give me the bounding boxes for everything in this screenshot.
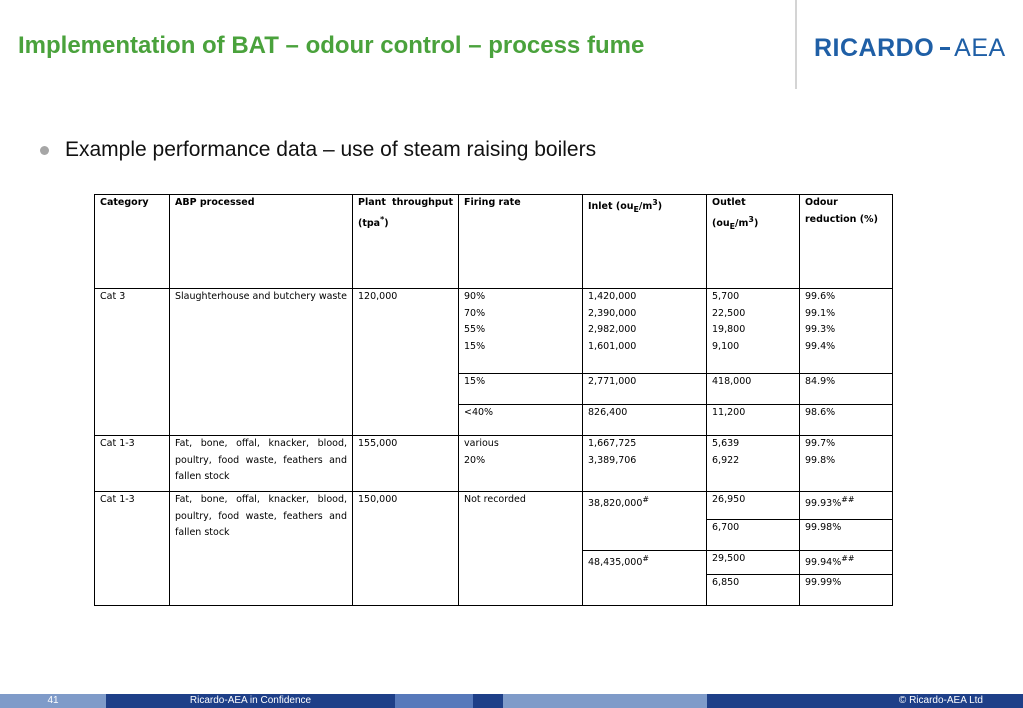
cell-inlet: 2,771,000 — [583, 374, 707, 405]
cell-outlet: 6,700 — [707, 520, 800, 551]
cell-throughput: 150,000 — [353, 492, 459, 606]
cell-outlet: 11,200 — [707, 405, 800, 436]
header-category: Category — [95, 195, 170, 289]
slide-title: Implementation of BAT – odour control – process fume — [18, 32, 645, 59]
cell-abp: Slaughterhouse and butchery waste — [170, 289, 353, 436]
header-odour-reduction: Odour reduction (%) — [800, 195, 893, 289]
cell-category: Cat 1-3 — [95, 436, 170, 492]
cell-outlet: 418,000 — [707, 374, 800, 405]
cell-inlet: 48,435,000# — [583, 551, 707, 606]
cell-outlet: 29,500 — [707, 551, 800, 575]
bullet-text: Example performance data – use of steam raising boilers — [65, 138, 597, 161]
cell-category: Cat 1-3 — [95, 492, 170, 606]
logo-text-aea: AEA — [954, 34, 1006, 62]
cell-inlet: 826,400 — [583, 405, 707, 436]
cell-reduction: 99.93%## — [800, 492, 893, 520]
header-divider — [795, 0, 797, 89]
cell-reduction: 99.99% — [800, 575, 893, 606]
footer-confidentiality: Ricardo-AEA in Confidence — [106, 694, 395, 708]
cell-category: Cat 3 — [95, 289, 170, 436]
footer-block — [395, 694, 473, 708]
cell-firing-rate: Not recorded — [459, 492, 583, 606]
cell-inlet: 1,667,725 3,389,706 — [583, 436, 707, 492]
table-row — [95, 289, 893, 374]
cell-inlet: 38,820,000# — [583, 492, 707, 551]
cell-throughput: 120,000 — [353, 289, 459, 436]
cell-outlet: 5,700 22,500 19,800 9,100 — [707, 289, 800, 374]
cell-firing-rate: 90% 70% 55% 15% — [459, 289, 583, 374]
header-inlet: Inlet $(ou_E/m^3)$ — [583, 195, 707, 289]
footer-copyright: © Ricardo-AEA Ltd — [707, 694, 1023, 708]
cell-inlet: 1,420,000 2,390,000 2,982,000 1,601,000 — [583, 289, 707, 374]
cell-reduction: 84.9% — [800, 374, 893, 405]
header-abp-processed: ABP processed — [170, 195, 353, 289]
table-header-row — [95, 195, 893, 289]
cell-reduction: 99.94%## — [800, 551, 893, 575]
logo-dash — [940, 47, 950, 50]
table-row — [95, 436, 893, 492]
cell-reduction: 99.6% 99.1% 99.3% 99.4% — [800, 289, 893, 374]
cell-abp: Fat, bone, offal, knacker, blood, poultry, food waste, feathers and fallen stock — [170, 436, 353, 492]
cell-reduction: 99.7% 99.8% — [800, 436, 893, 492]
footer-page-number: 41 — [0, 694, 106, 708]
cell-outlet: 26,950 — [707, 492, 800, 520]
bullet-dot-icon — [40, 146, 49, 155]
cell-reduction: 98.6% — [800, 405, 893, 436]
cell-outlet: 5,639 6,922 — [707, 436, 800, 492]
cell-outlet: 6,850 — [707, 575, 800, 606]
footer-block — [503, 694, 707, 708]
cell-firing-rate: <40% — [459, 405, 583, 436]
performance-table — [94, 194, 893, 606]
footer-bar — [0, 694, 1023, 708]
header-outlet: Outlet $(ou_E/m^3)$ — [707, 195, 800, 289]
header-plant-throughput: Plant throughput (tpa*) — [353, 195, 459, 289]
bullet-point — [40, 138, 596, 162]
cell-firing-rate: various 20% — [459, 436, 583, 492]
cell-throughput: 155,000 — [353, 436, 459, 492]
header-firing-rate: Firing rate — [459, 195, 583, 289]
company-logo — [814, 34, 1006, 63]
logo-text-ricardo: RICARDO — [814, 34, 935, 62]
cell-reduction: 99.98% — [800, 520, 893, 551]
table-row — [95, 492, 893, 520]
cell-abp: Fat, bone, offal, knacker, blood, poultry, food waste, feathers and fallen stock — [170, 492, 353, 606]
cell-firing-rate: 15% — [459, 374, 583, 405]
footer-block — [473, 694, 503, 708]
